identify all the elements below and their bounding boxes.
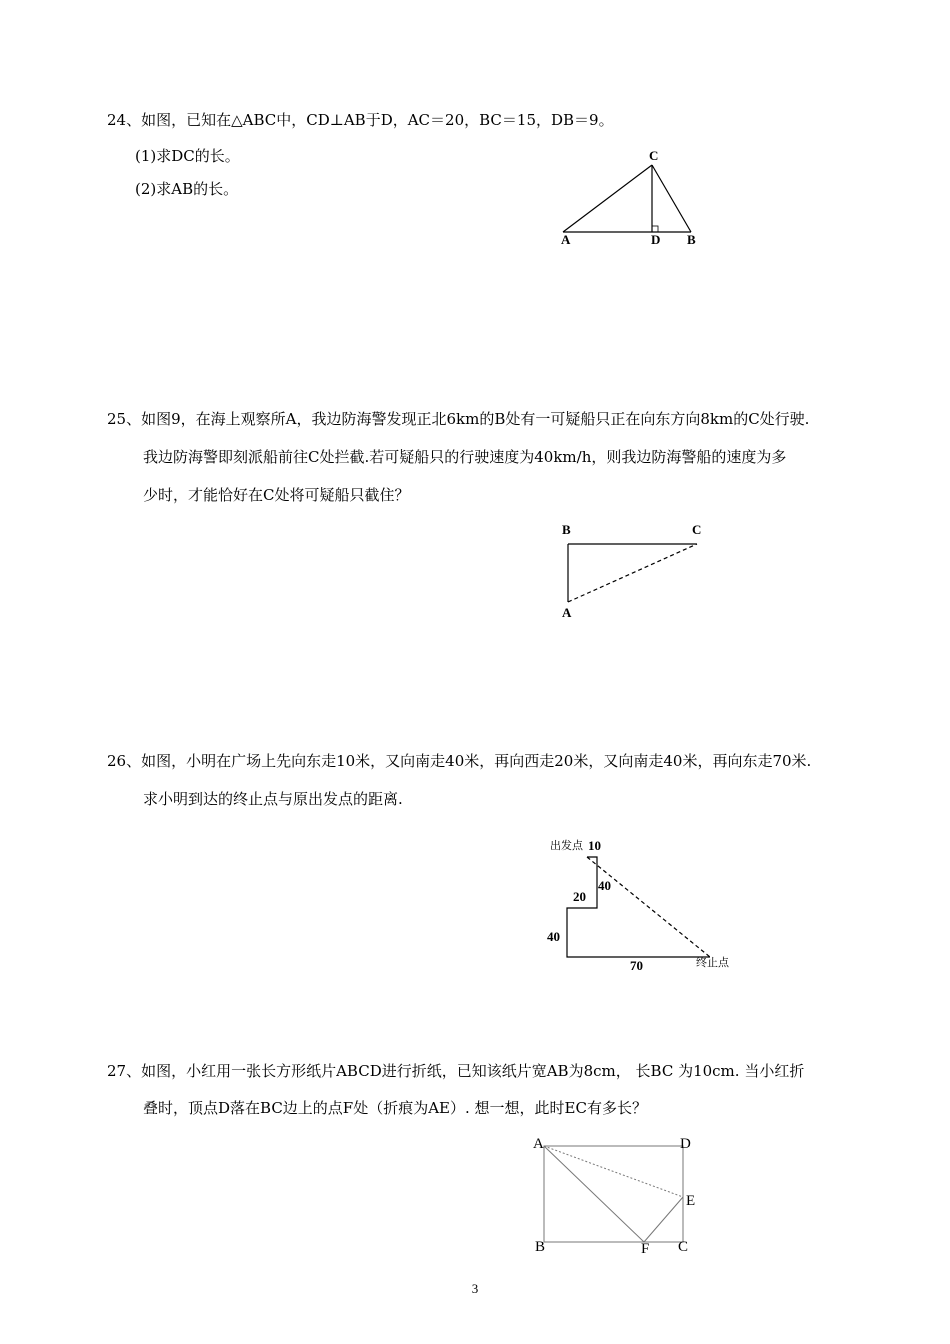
problem-25-statement-1: 25、如图9，在海上观察所A，我边防海警发现正北6km的B处有一可疑船只正在向东方向8km的C处行驶. <box>107 410 810 428</box>
label-b: B <box>562 522 571 537</box>
label-c: C <box>649 148 659 163</box>
segment-af <box>544 1146 644 1242</box>
figure-folded-rectangle <box>525 1127 710 1262</box>
label-end: 终止点 <box>696 956 729 969</box>
page-number: 3 <box>471 1281 479 1296</box>
problem-24-statement: 24、如图，已知在△ABC中，CD⊥AB于D，AC＝20，BC＝15，DB＝9。 <box>107 111 614 129</box>
crease-ae <box>544 1146 683 1197</box>
problem-27-statement-1: 27、如图，小红用一张长方形纸片ABCD进行折纸，已知该纸片宽AB为8cm， 长BC 为10cm. 当小红折 <box>107 1062 805 1080</box>
problem-25-statement-3: 少时，才能恰好在C处将可疑船只截住？ <box>143 486 410 504</box>
label-e: E <box>686 1193 696 1209</box>
label-c: C <box>692 522 702 537</box>
problem-25-statement-2: 我边防海警即刻派船前往C处拦截.若可疑船只的行驶速度为40km/h，则我边防海警船的速度为多 <box>143 448 787 466</box>
label-east-10: 10 <box>588 838 601 853</box>
figure-triangle-abc <box>555 145 705 250</box>
problem-26-statement-1: 26、如图，小明在广场上先向东走10米，又向南走40米，再向西走20米，又向南走40米，再向东走70米. <box>107 752 812 770</box>
label-c: C <box>678 1239 689 1255</box>
segment-ac <box>563 165 652 232</box>
problem-26-statement-2: 求小明到达的终止点与原出发点的距离. <box>143 790 403 808</box>
figure-sea-route <box>555 518 715 623</box>
problem-24-question-1: (1)求DC的长。 <box>135 147 240 165</box>
label-b: B <box>687 232 696 247</box>
label-start: 出发点 <box>550 839 583 852</box>
problem-24-question-2: (2)求AB的长。 <box>135 180 239 198</box>
segment-bc <box>652 165 691 232</box>
start-to-end-dashed <box>587 857 710 957</box>
label-a: A <box>562 605 572 620</box>
label-west-20: 20 <box>573 889 586 904</box>
label-a: A <box>561 232 571 247</box>
problem-27-statement-2: 叠时，顶点D落在BC边上的点F处（折痕为AE）. 想一想，此时EC有多长？ <box>143 1099 647 1117</box>
label-f: F <box>641 1241 650 1257</box>
label-d: D <box>651 232 661 247</box>
label-d: D <box>680 1136 691 1152</box>
label-a: A <box>533 1136 544 1152</box>
label-south-40-top: 40 <box>598 878 611 893</box>
segment-ac-dashed <box>568 544 697 602</box>
label-b: B <box>535 1239 546 1255</box>
label-east-70: 70 <box>630 958 643 973</box>
rectangle-abcd <box>544 1146 683 1242</box>
segment-fe <box>644 1197 683 1242</box>
figure-walking-path <box>540 833 740 973</box>
label-south-40-bottom: 40 <box>547 929 560 944</box>
walking-path <box>567 857 710 957</box>
